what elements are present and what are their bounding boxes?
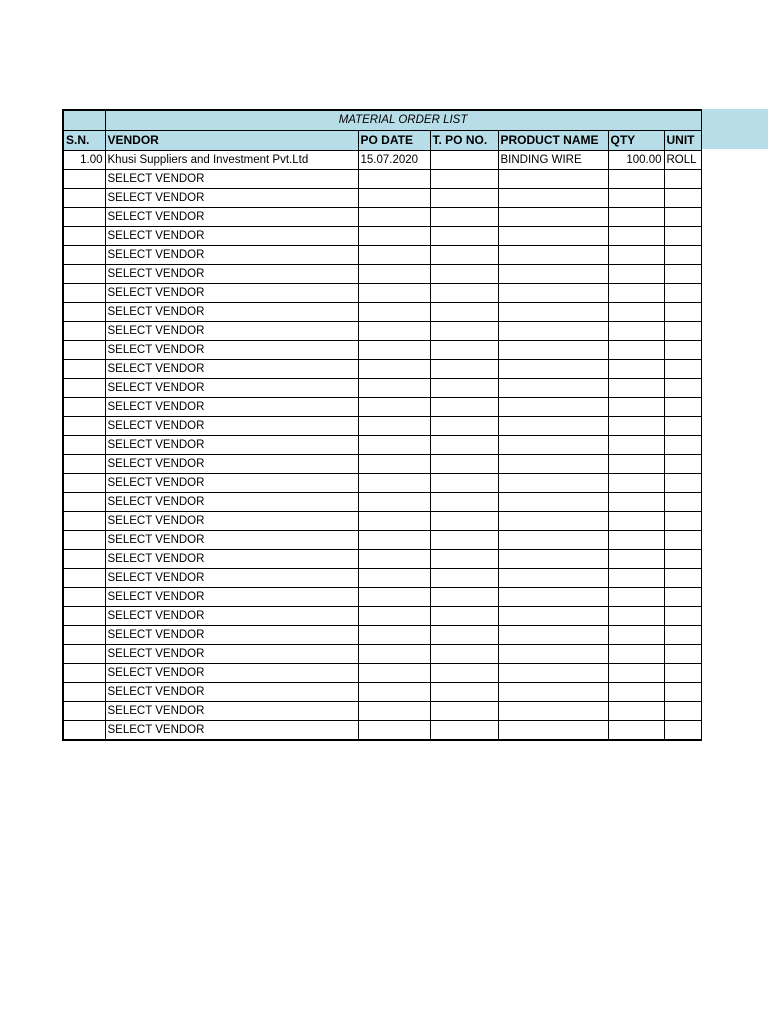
cell-sn[interactable] — [63, 435, 105, 454]
cell-t-po-no[interactable] — [430, 530, 498, 549]
cell-unit[interactable] — [664, 340, 701, 359]
cell-unit[interactable] — [664, 625, 701, 644]
cell-sn[interactable]: 1.00 — [63, 150, 105, 169]
cell-unit[interactable] — [664, 302, 701, 321]
cell-product-name[interactable] — [498, 378, 608, 397]
cell-product-name[interactable] — [498, 245, 608, 264]
cell-product-name[interactable] — [498, 416, 608, 435]
cell-product-name[interactable] — [498, 663, 608, 682]
cell-vendor[interactable]: SELECT VENDOR — [105, 169, 358, 188]
table-row — [63, 302, 701, 321]
cell-qty[interactable] — [608, 226, 664, 245]
cell-product-name[interactable] — [498, 264, 608, 283]
cell-t-po-no[interactable] — [430, 169, 498, 188]
cell-sn[interactable] — [63, 549, 105, 568]
cell-product-name[interactable] — [498, 587, 608, 606]
cell-t-po-no[interactable] — [430, 226, 498, 245]
cell-vendor[interactable]: SELECT VENDOR — [105, 378, 358, 397]
cell-qty[interactable] — [608, 283, 664, 302]
cell-unit[interactable] — [664, 606, 701, 625]
cell-unit[interactable] — [664, 188, 701, 207]
table-title: MATERIAL ORDER LIST — [105, 110, 701, 130]
cell-po-date[interactable] — [358, 188, 430, 207]
cell-qty[interactable] — [608, 625, 664, 644]
cell-sn[interactable] — [63, 663, 105, 682]
table-row — [63, 663, 701, 682]
title-blank — [63, 110, 105, 130]
cell-unit[interactable]: ROLL — [664, 150, 701, 169]
col-header-po-date: PO DATE — [358, 130, 430, 150]
cell-vendor[interactable]: Khusi Suppliers and Investment Pvt.Ltd — [105, 150, 358, 169]
cell-t-po-no[interactable] — [430, 378, 498, 397]
cell-vendor[interactable]: SELECT VENDOR — [105, 207, 358, 226]
cell-sn[interactable] — [63, 492, 105, 511]
cell-vendor[interactable]: SELECT VENDOR — [105, 663, 358, 682]
cell-t-po-no[interactable] — [430, 682, 498, 701]
cell-product-name[interactable] — [498, 454, 608, 473]
cell-po-date[interactable] — [358, 397, 430, 416]
cell-qty[interactable] — [608, 511, 664, 530]
cell-sn[interactable] — [63, 397, 105, 416]
table-row — [63, 169, 701, 188]
cell-product-name[interactable] — [498, 169, 608, 188]
cell-po-date[interactable] — [358, 226, 430, 245]
cell-unit[interactable] — [664, 169, 701, 188]
cell-po-date[interactable] — [358, 701, 430, 720]
cell-vendor[interactable]: SELECT VENDOR — [105, 321, 358, 340]
cell-sn[interactable] — [63, 321, 105, 340]
cell-sn[interactable] — [63, 264, 105, 283]
table-row — [63, 720, 701, 740]
cell-unit[interactable] — [664, 378, 701, 397]
cell-po-date[interactable] — [358, 511, 430, 530]
cell-qty[interactable] — [608, 359, 664, 378]
table-row — [63, 625, 701, 644]
cell-product-name[interactable] — [498, 625, 608, 644]
cell-product-name[interactable] — [498, 226, 608, 245]
material-order-table — [62, 109, 702, 741]
cell-po-date[interactable] — [358, 169, 430, 188]
cell-qty[interactable] — [608, 321, 664, 340]
cell-vendor[interactable]: SELECT VENDOR — [105, 188, 358, 207]
cell-qty[interactable] — [608, 568, 664, 587]
cell-sn[interactable] — [63, 340, 105, 359]
cell-sn[interactable] — [63, 606, 105, 625]
cell-unit[interactable] — [664, 587, 701, 606]
cell-unit[interactable] — [664, 720, 701, 740]
table-row — [63, 454, 701, 473]
cell-qty[interactable] — [608, 587, 664, 606]
cell-product-name[interactable] — [498, 340, 608, 359]
cell-po-date[interactable] — [358, 435, 430, 454]
table-row — [63, 207, 701, 226]
cell-unit[interactable] — [664, 549, 701, 568]
cell-t-po-no[interactable] — [430, 321, 498, 340]
table-row — [63, 283, 701, 302]
header-fill-strip — [700, 109, 768, 149]
cell-po-date[interactable] — [358, 359, 430, 378]
table-row — [63, 188, 701, 207]
cell-vendor[interactable]: SELECT VENDOR — [105, 644, 358, 663]
cell-sn[interactable] — [63, 226, 105, 245]
table-row — [63, 359, 701, 378]
table-row — [63, 321, 701, 340]
cell-t-po-no[interactable] — [430, 720, 498, 740]
cell-product-name[interactable] — [498, 606, 608, 625]
cell-unit[interactable] — [664, 397, 701, 416]
cell-unit[interactable] — [664, 663, 701, 682]
col-header-vendor: VENDOR — [105, 130, 358, 150]
table-row — [63, 340, 701, 359]
cell-qty[interactable] — [608, 492, 664, 511]
cell-po-date[interactable] — [358, 682, 430, 701]
cell-po-date[interactable] — [358, 264, 430, 283]
cell-sn[interactable] — [63, 245, 105, 264]
cell-vendor[interactable]: SELECT VENDOR — [105, 492, 358, 511]
cell-t-po-no[interactable] — [430, 587, 498, 606]
col-header-product-name: PRODUCT NAME — [498, 130, 608, 150]
cell-qty[interactable] — [608, 549, 664, 568]
table-row — [63, 511, 701, 530]
cell-sn[interactable] — [63, 568, 105, 587]
cell-unit[interactable] — [664, 264, 701, 283]
cell-unit[interactable] — [664, 207, 701, 226]
cell-sn[interactable] — [63, 701, 105, 720]
cell-qty[interactable] — [608, 245, 664, 264]
cell-unit[interactable] — [664, 283, 701, 302]
cell-po-date[interactable] — [358, 302, 430, 321]
cell-vendor[interactable]: SELECT VENDOR — [105, 435, 358, 454]
cell-product-name[interactable] — [498, 283, 608, 302]
cell-vendor[interactable]: SELECT VENDOR — [105, 625, 358, 644]
cell-product-name[interactable] — [498, 511, 608, 530]
cell-t-po-no[interactable] — [430, 568, 498, 587]
cell-t-po-no[interactable] — [430, 150, 498, 169]
table-row — [63, 606, 701, 625]
cell-qty[interactable] — [608, 207, 664, 226]
cell-qty[interactable] — [608, 606, 664, 625]
table-row — [63, 701, 701, 720]
cell-sn[interactable] — [63, 416, 105, 435]
cell-vendor[interactable]: SELECT VENDOR — [105, 397, 358, 416]
cell-unit[interactable] — [664, 226, 701, 245]
cell-po-date[interactable] — [358, 492, 430, 511]
table-row — [63, 264, 701, 283]
cell-unit[interactable] — [664, 568, 701, 587]
cell-sn[interactable] — [63, 188, 105, 207]
table-row — [63, 150, 701, 169]
cell-sn[interactable] — [63, 454, 105, 473]
table-row — [63, 245, 701, 264]
cell-t-po-no[interactable] — [430, 492, 498, 511]
cell-unit[interactable] — [664, 511, 701, 530]
table-row — [63, 378, 701, 397]
cell-vendor[interactable]: SELECT VENDOR — [105, 283, 358, 302]
cell-product-name[interactable] — [498, 473, 608, 492]
cell-t-po-no[interactable] — [430, 359, 498, 378]
cell-vendor[interactable]: SELECT VENDOR — [105, 340, 358, 359]
cell-t-po-no[interactable] — [430, 302, 498, 321]
table-row — [63, 492, 701, 511]
cell-po-date[interactable] — [358, 207, 430, 226]
cell-t-po-no[interactable] — [430, 283, 498, 302]
cell-product-name[interactable] — [498, 720, 608, 740]
cell-vendor[interactable]: SELECT VENDOR — [105, 606, 358, 625]
cell-t-po-no[interactable] — [430, 644, 498, 663]
material-order-sheet — [62, 109, 700, 741]
cell-sn[interactable] — [63, 511, 105, 530]
col-header-qty: QTY — [608, 130, 664, 150]
cell-po-date[interactable] — [358, 587, 430, 606]
cell-t-po-no[interactable] — [430, 397, 498, 416]
cell-t-po-no[interactable] — [430, 511, 498, 530]
cell-sn[interactable] — [63, 359, 105, 378]
cell-vendor[interactable]: SELECT VENDOR — [105, 359, 358, 378]
col-header-t-po-no: T. PO NO. — [430, 130, 498, 150]
cell-product-name[interactable] — [498, 435, 608, 454]
cell-po-date[interactable] — [358, 549, 430, 568]
cell-po-date[interactable] — [358, 378, 430, 397]
cell-t-po-no[interactable] — [430, 340, 498, 359]
cell-vendor[interactable]: SELECT VENDOR — [105, 302, 358, 321]
cell-qty[interactable] — [608, 340, 664, 359]
cell-unit[interactable] — [664, 454, 701, 473]
header-row — [63, 130, 701, 150]
cell-product-name[interactable] — [498, 302, 608, 321]
cell-po-date[interactable] — [358, 663, 430, 682]
cell-qty[interactable] — [608, 416, 664, 435]
cell-t-po-no[interactable] — [430, 264, 498, 283]
cell-t-po-no[interactable] — [430, 625, 498, 644]
cell-unit[interactable] — [664, 701, 701, 720]
cell-vendor[interactable]: SELECT VENDOR — [105, 245, 358, 264]
table-body — [63, 150, 701, 740]
cell-po-date[interactable] — [358, 245, 430, 264]
table-row — [63, 473, 701, 492]
cell-unit[interactable] — [664, 321, 701, 340]
cell-t-po-no[interactable] — [430, 416, 498, 435]
col-header-sn: S.N. — [63, 130, 105, 150]
cell-unit[interactable] — [664, 416, 701, 435]
cell-sn[interactable] — [63, 530, 105, 549]
cell-vendor[interactable]: SELECT VENDOR — [105, 264, 358, 283]
cell-vendor[interactable]: SELECT VENDOR — [105, 568, 358, 587]
table-row — [63, 226, 701, 245]
col-header-unit: UNIT — [664, 130, 701, 150]
cell-unit[interactable] — [664, 359, 701, 378]
cell-unit[interactable] — [664, 435, 701, 454]
cell-qty[interactable] — [608, 169, 664, 188]
table-row — [63, 644, 701, 663]
table-row — [63, 435, 701, 454]
table-row — [63, 587, 701, 606]
cell-po-date[interactable] — [358, 416, 430, 435]
cell-qty[interactable] — [608, 530, 664, 549]
cell-qty[interactable] — [608, 473, 664, 492]
cell-sn[interactable] — [63, 169, 105, 188]
cell-po-date[interactable] — [358, 644, 430, 663]
cell-t-po-no[interactable] — [430, 663, 498, 682]
cell-sn[interactable] — [63, 720, 105, 740]
cell-t-po-no[interactable] — [430, 188, 498, 207]
table-row — [63, 549, 701, 568]
cell-sn[interactable] — [63, 625, 105, 644]
cell-t-po-no[interactable] — [430, 207, 498, 226]
cell-t-po-no[interactable] — [430, 701, 498, 720]
cell-t-po-no[interactable] — [430, 245, 498, 264]
cell-po-date[interactable] — [358, 530, 430, 549]
table-row — [63, 416, 701, 435]
cell-sn[interactable] — [63, 378, 105, 397]
cell-vendor[interactable]: SELECT VENDOR — [105, 226, 358, 245]
cell-sn[interactable] — [63, 473, 105, 492]
cell-po-date[interactable] — [358, 454, 430, 473]
cell-vendor[interactable]: SELECT VENDOR — [105, 549, 358, 568]
cell-qty[interactable] — [608, 435, 664, 454]
cell-product-name[interactable] — [498, 492, 608, 511]
cell-unit[interactable] — [664, 245, 701, 264]
cell-po-date[interactable] — [358, 340, 430, 359]
cell-t-po-no[interactable] — [430, 549, 498, 568]
cell-sn[interactable] — [63, 207, 105, 226]
cell-vendor[interactable]: SELECT VENDOR — [105, 473, 358, 492]
cell-vendor[interactable]: SELECT VENDOR — [105, 454, 358, 473]
cell-qty[interactable] — [608, 188, 664, 207]
cell-po-date[interactable] — [358, 321, 430, 340]
cell-unit[interactable] — [664, 473, 701, 492]
cell-sn[interactable] — [63, 283, 105, 302]
cell-qty[interactable] — [608, 302, 664, 321]
cell-po-date[interactable] — [358, 625, 430, 644]
cell-qty[interactable] — [608, 397, 664, 416]
cell-po-date[interactable] — [358, 283, 430, 302]
table-row — [63, 397, 701, 416]
cell-vendor[interactable]: SELECT VENDOR — [105, 720, 358, 740]
cell-sn[interactable] — [63, 682, 105, 701]
table-row — [63, 568, 701, 587]
cell-product-name[interactable] — [498, 682, 608, 701]
title-row — [63, 110, 701, 130]
cell-product-name[interactable] — [498, 359, 608, 378]
cell-unit[interactable] — [664, 492, 701, 511]
cell-t-po-no[interactable] — [430, 606, 498, 625]
cell-product-name[interactable] — [498, 188, 608, 207]
cell-product-name[interactable] — [498, 549, 608, 568]
cell-qty[interactable] — [608, 682, 664, 701]
cell-vendor[interactable]: SELECT VENDOR — [105, 587, 358, 606]
cell-qty[interactable] — [608, 644, 664, 663]
cell-qty[interactable] — [608, 264, 664, 283]
cell-vendor[interactable]: SELECT VENDOR — [105, 701, 358, 720]
cell-po-date[interactable] — [358, 606, 430, 625]
table-row — [63, 682, 701, 701]
cell-product-name[interactable] — [498, 397, 608, 416]
cell-po-date[interactable] — [358, 568, 430, 587]
cell-unit[interactable] — [664, 682, 701, 701]
cell-product-name[interactable] — [498, 207, 608, 226]
cell-qty[interactable] — [608, 663, 664, 682]
cell-sn[interactable] — [63, 302, 105, 321]
cell-vendor[interactable]: SELECT VENDOR — [105, 530, 358, 549]
cell-product-name[interactable] — [498, 644, 608, 663]
cell-product-name[interactable] — [498, 321, 608, 340]
table-row — [63, 530, 701, 549]
cell-qty[interactable] — [608, 454, 664, 473]
cell-po-date[interactable] — [358, 720, 430, 740]
cell-qty[interactable]: 100.00 — [608, 150, 664, 169]
cell-t-po-no[interactable] — [430, 454, 498, 473]
cell-vendor[interactable]: SELECT VENDOR — [105, 416, 358, 435]
cell-product-name[interactable] — [498, 701, 608, 720]
cell-t-po-no[interactable] — [430, 473, 498, 492]
cell-product-name[interactable]: BINDING WIRE — [498, 150, 608, 169]
cell-sn[interactable] — [63, 644, 105, 663]
cell-vendor[interactable]: SELECT VENDOR — [105, 682, 358, 701]
cell-unit[interactable] — [664, 530, 701, 549]
cell-t-po-no[interactable] — [430, 435, 498, 454]
cell-qty[interactable] — [608, 720, 664, 740]
cell-product-name[interactable] — [498, 568, 608, 587]
cell-qty[interactable] — [608, 378, 664, 397]
cell-sn[interactable] — [63, 587, 105, 606]
cell-po-date[interactable]: 15.07.2020 — [358, 150, 430, 169]
cell-unit[interactable] — [664, 644, 701, 663]
cell-product-name[interactable] — [498, 530, 608, 549]
cell-vendor[interactable]: SELECT VENDOR — [105, 511, 358, 530]
cell-po-date[interactable] — [358, 473, 430, 492]
cell-qty[interactable] — [608, 701, 664, 720]
